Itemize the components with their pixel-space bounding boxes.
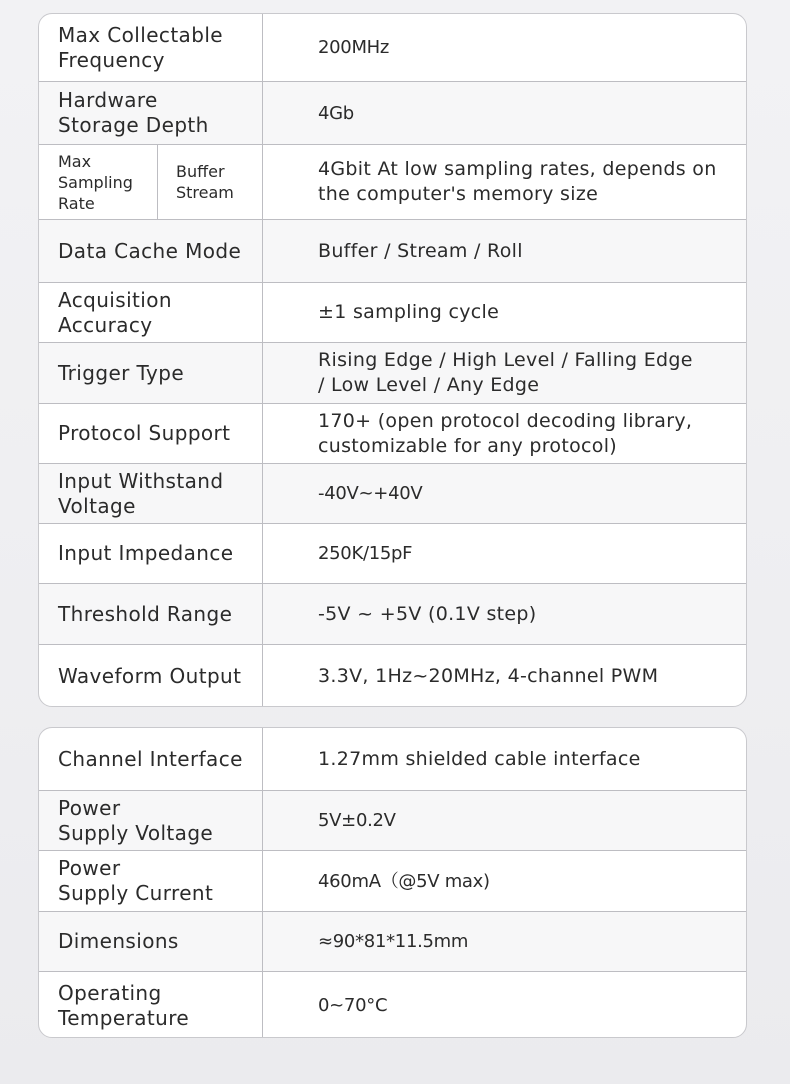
spec-row-channel-interface: [39, 728, 746, 791]
spec-value: -5V ~ +5V (0.1V step): [318, 602, 537, 625]
spec-row-sampling-rate: [39, 145, 746, 220]
spec-value: 4Gb: [318, 102, 354, 124]
spec-label: Acquisition Accuracy: [39, 283, 263, 342]
spec-row-operating-temperature: [39, 972, 746, 1038]
spec-row-protocol-support: [39, 404, 746, 464]
spec-label: Input Impedance: [39, 524, 263, 583]
spec-table-main: [38, 13, 747, 707]
spec-label: Operating Temperature: [39, 972, 263, 1038]
spec-label: Data Cache Mode: [39, 220, 263, 282]
spec-value: 5V±0.2V: [318, 810, 396, 831]
spec-value: 170+ (open protocol decoding library, customizable for any protocol): [318, 409, 693, 457]
spec-value: 250K/15pF: [318, 543, 413, 564]
spec-row-trigger-type: [39, 343, 746, 404]
spec-table-physical: [38, 727, 747, 1038]
spec-label-main: Max Sampling Rate: [39, 145, 158, 219]
spec-label: Max Collectable Frequency: [39, 14, 263, 81]
spec-value: 4Gbit At low sampling rates, depends on the computer's memory size: [318, 158, 717, 205]
spec-row-threshold-range: [39, 584, 746, 645]
spec-label: Hardware Storage Depth: [39, 82, 263, 144]
spec-label: Trigger Type: [39, 343, 263, 403]
spec-row-acquisition-accuracy: [39, 283, 746, 343]
spec-value: 460mA（@5V max): [318, 870, 490, 892]
spec-value: Rising Edge / High Level / Falling Edge / Low Level / Any Edge: [318, 349, 693, 396]
spec-label: Protocol Support: [39, 404, 263, 463]
spec-value: 1.27mm shielded cable interface: [318, 747, 641, 770]
spec-label-sub: Buffer Stream: [159, 145, 263, 219]
spec-value: ±1 sampling cycle: [318, 301, 500, 323]
spec-label: Waveform Output: [39, 645, 263, 707]
spec-label: Threshold Range: [39, 584, 263, 644]
spec-row-supply-voltage: [39, 791, 746, 851]
spec-label: Dimensions: [39, 912, 263, 971]
spec-value: 3.3V, 1Hz~20MHz, 4-channel PWM: [318, 665, 659, 687]
spec-label: Power Supply Current: [39, 851, 263, 911]
spec-value: ≈90*81*11.5mm: [318, 931, 469, 952]
spec-label: Channel Interface: [39, 728, 263, 790]
spec-value: 200MHz: [318, 37, 390, 58]
spec-row-waveform-output: [39, 645, 746, 707]
spec-value: Buffer / Stream / Roll: [318, 239, 523, 262]
spec-row-dimensions: [39, 912, 746, 972]
spec-value: 0~70°C: [318, 995, 388, 1016]
spec-row-cache-mode: [39, 220, 746, 283]
spec-value: -40V~+40V: [318, 483, 423, 504]
spec-row-withstand-voltage: [39, 464, 746, 524]
spec-row-max-frequency: [39, 14, 746, 82]
spec-row-supply-current: [39, 851, 746, 912]
spec-row-input-impedance: [39, 524, 746, 584]
spec-label: Input Withstand Voltage: [39, 464, 263, 523]
spec-label: Power Supply Voltage: [39, 791, 263, 850]
spec-row-storage-depth: [39, 82, 746, 145]
